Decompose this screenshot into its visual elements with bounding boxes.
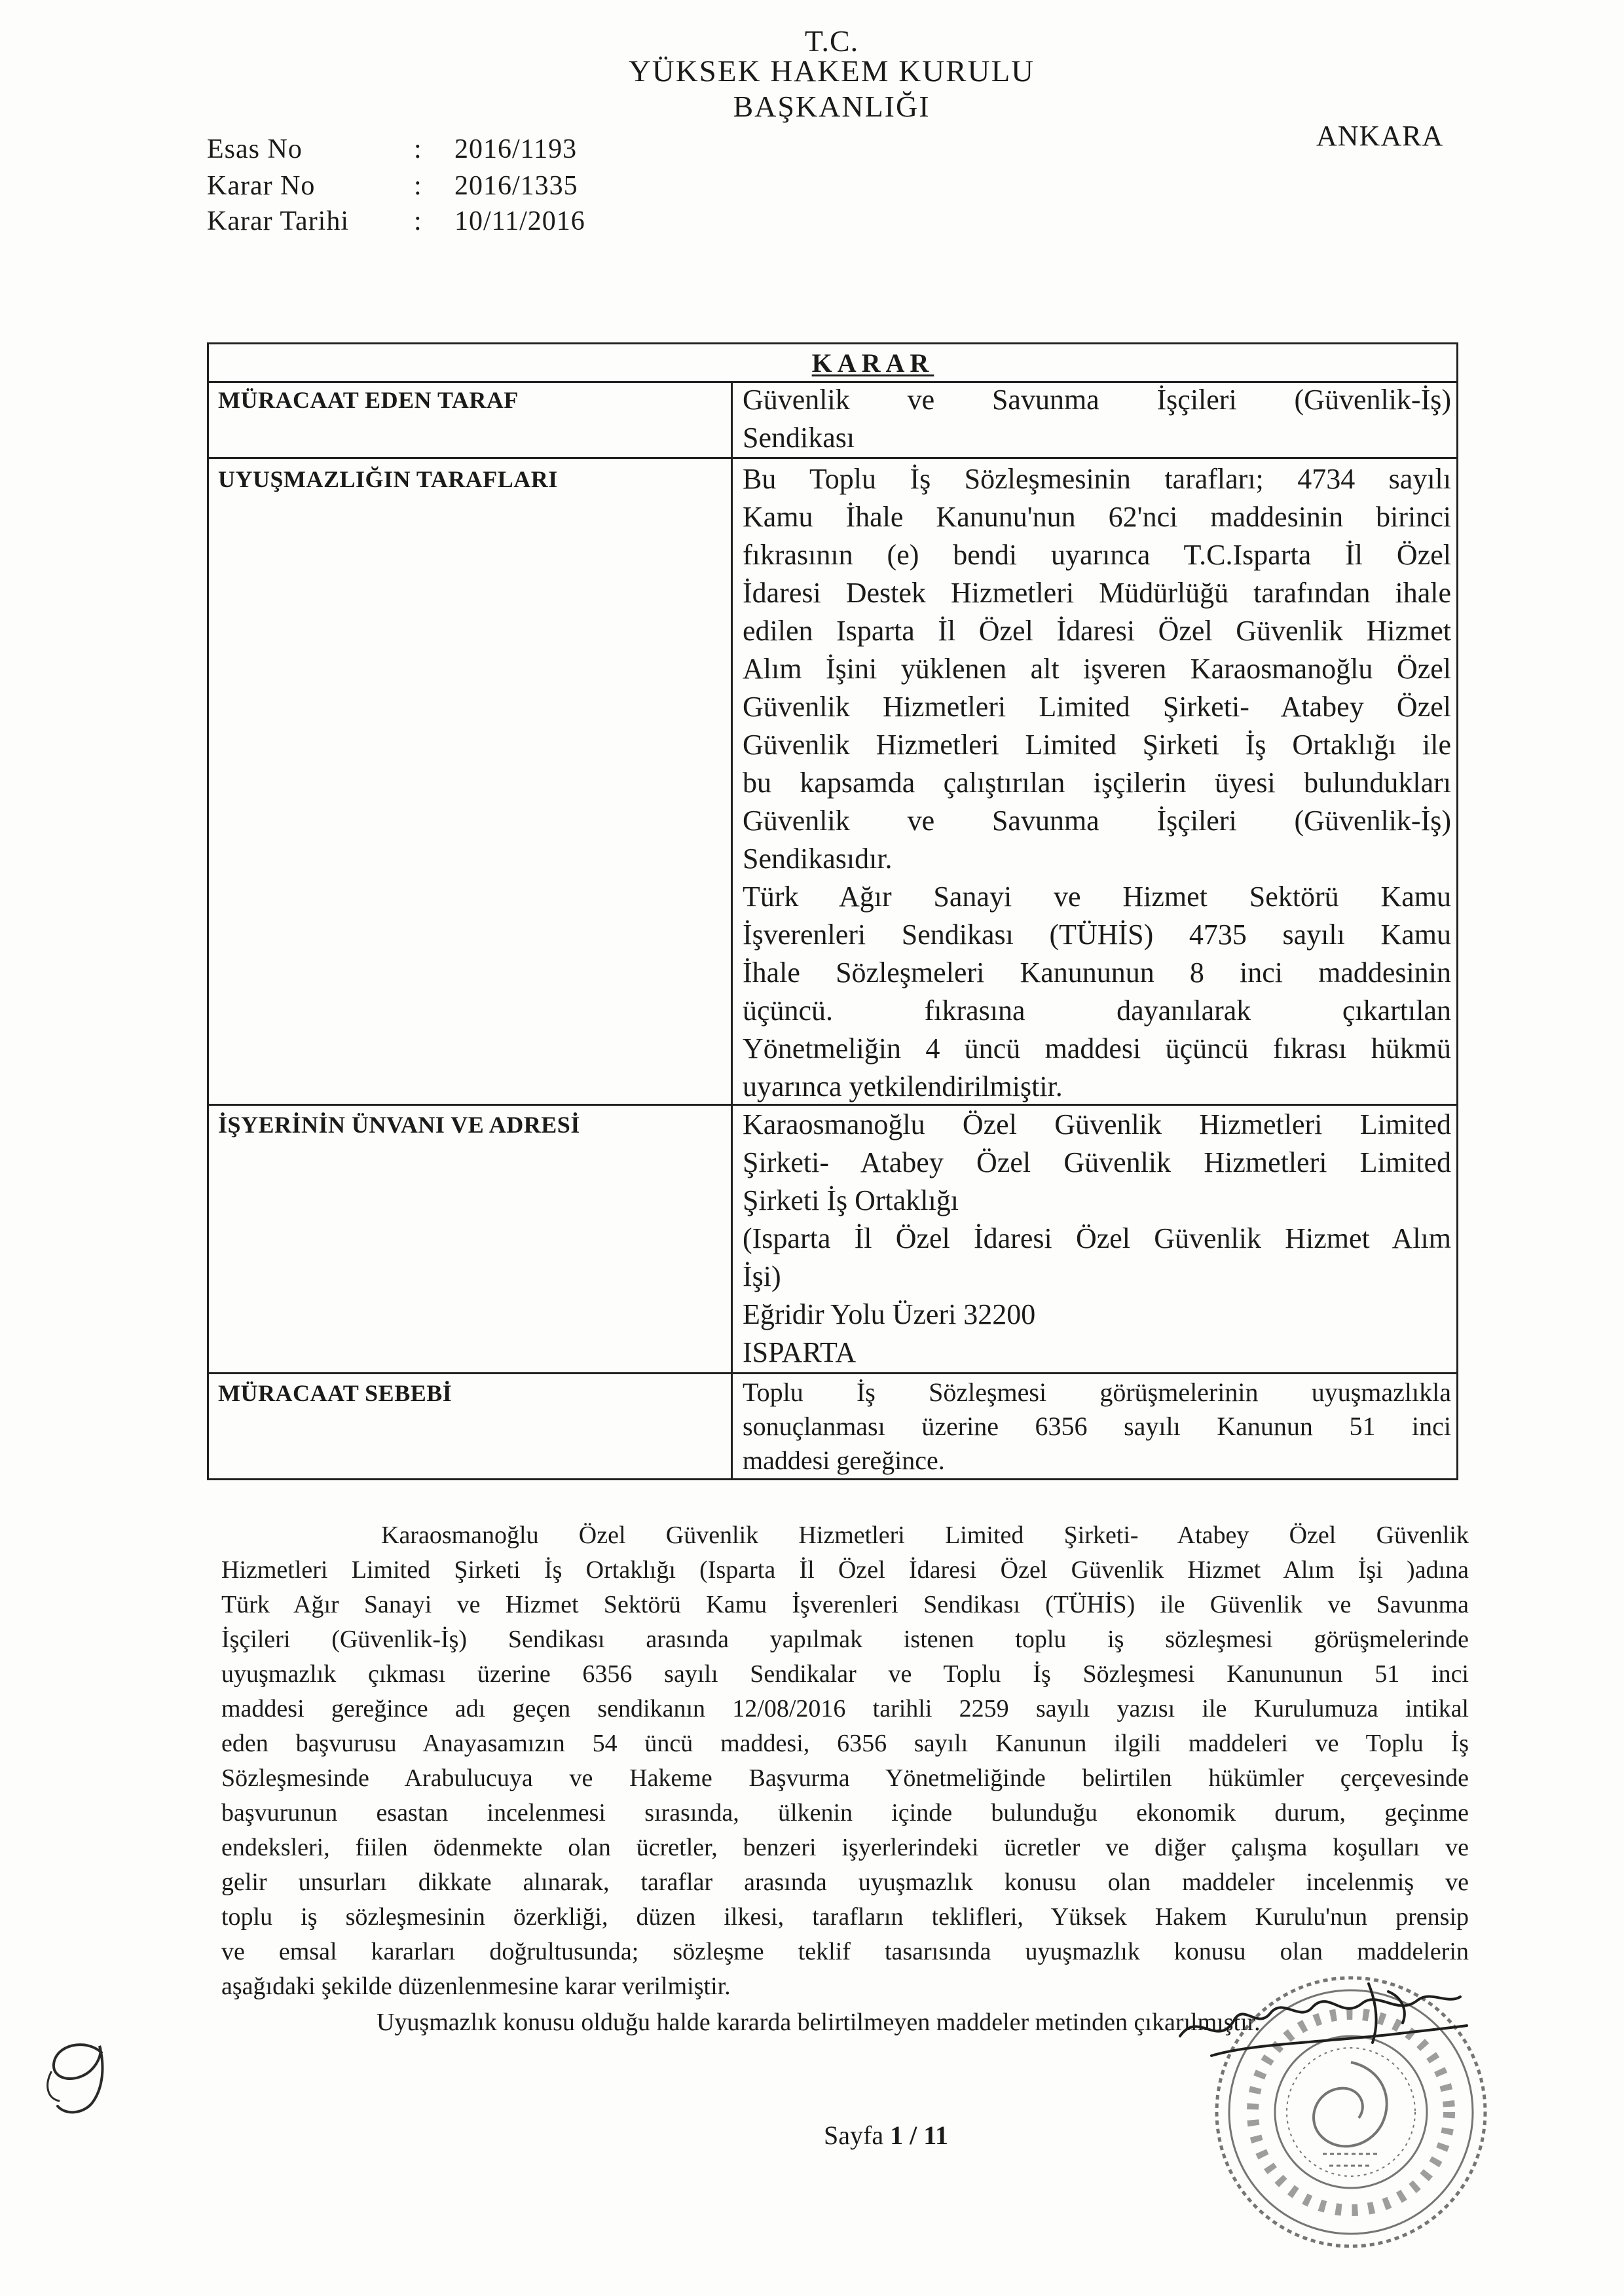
meta-label: Karar No xyxy=(207,171,316,201)
handwritten-mark xyxy=(39,2033,138,2124)
paragraph-line: Karaosmanoğlu Özel Güvenlik Hizmetleri Limited Şirketi- Atabey Özel Güvenlik xyxy=(381,1522,1469,1549)
text-line: Yönetmeliğin 4 üncü maddesi üçüncü fıkrası hükmü xyxy=(743,1032,1451,1065)
paragraph-line: toplu iş sözleşmesinin özerkliği, düzen ilkesi, tarafların teklifleri, Yüksek Hakem Kurulu'nun prensip xyxy=(221,1903,1469,1931)
text-line: Şirketi İş Ortaklığı xyxy=(743,1184,959,1216)
table-row-workplace xyxy=(209,1106,1456,1374)
row-label: MÜRACAAT SEBEBİ xyxy=(218,1380,452,1406)
row-content xyxy=(743,460,1451,1106)
meta-value: 10/11/2016 xyxy=(454,206,585,236)
paragraph-line: İşçileri (Güvenlik-İş) Sendikası arasında yapılmak istenen toplu iş sözleşmesi görüşmelerinde xyxy=(221,1626,1469,1653)
text-line: Şirketi- Atabey Özel Güvenlik Hizmetleri Limited xyxy=(743,1146,1451,1178)
text-line: Toplu İş Sözleşmesi görüşmelerinin uyuşmazlıkla xyxy=(743,1377,1451,1407)
text-line: İşverenleri Sendikası (TÜHİS) 4735 sayılı Kamu xyxy=(743,919,1451,951)
text-line: Bu Toplu İş Sözleşmesinin tarafları; 4734 sayılı xyxy=(743,463,1451,495)
table-title: KARAR xyxy=(811,348,934,378)
decision-table xyxy=(207,342,1458,1480)
paragraph-line: ve emsal kararları doğrultusunda; sözleşme teklif tasarısında uyuşmazlık konusu olan maddelerin xyxy=(221,1938,1469,1965)
paragraph-line: Sözleşmesinde Arabulucuya ve Hakeme Başvurma Yönetmeliğinde belirtilen hükümler çerçevesinde xyxy=(221,1764,1469,1792)
table-row-applicant xyxy=(209,381,1456,459)
table-row-parties xyxy=(209,459,1456,1106)
city-label: ANKARA xyxy=(1316,120,1444,152)
text-line: Sendikasıdır. xyxy=(743,843,893,875)
paragraph-line: aşağıdaki şekilde düzenlenmesine karar verilmiştir. xyxy=(221,1973,731,2000)
meta-separator: : xyxy=(414,171,422,201)
paragraph-line: maddesi gereğince adı geçen sendikanın 12/08/2016 tarihli 2259 sayılı yazısı ile Kurulumuza intikal xyxy=(221,1695,1469,1722)
row-content xyxy=(743,1106,1451,1372)
text-line: fıkrasının (e) bendi uyarınca T.C.Isparta İl Özel xyxy=(743,539,1451,571)
page-number xyxy=(755,2118,1017,2153)
text-line: Güvenlik Hizmetleri Limited Şirketi İş Ortaklığı ile xyxy=(743,729,1451,761)
text-line: Güvenlik ve Savunma İşçileri (Güvenlik-İş) xyxy=(743,805,1451,837)
paragraph-line: Hizmetleri Limited Şirketi İş Ortaklığı (Isparta İl Özel İdaresi Özel Güvenlik Hizmet Alım İşi )adına xyxy=(221,1556,1469,1584)
meta-label: Esas No xyxy=(207,134,303,164)
text-line: edilen Isparta İl Özel İdaresi Özel Güvenlik Hizmet xyxy=(743,615,1451,647)
paragraph-line: eden başvurusu Anayasamızın 54 üncü maddesi, 6356 sayılı Kanunun ilgili maddeleri ve Toplu İş xyxy=(221,1730,1469,1757)
text-line: maddesi gereğince. xyxy=(743,1446,945,1475)
decision-paragraph xyxy=(221,1518,1469,2004)
row-content xyxy=(743,381,1451,457)
meta-separator: : xyxy=(414,134,422,164)
row-content xyxy=(743,1376,1451,1478)
meta-value: 2016/1193 xyxy=(454,134,578,164)
paragraph-line: uyuşmazlık çıkması üzerine 6356 sayılı Sendikalar ve Toplu İş Sözleşmesi Kanununun 51 inci xyxy=(221,1660,1469,1688)
text-line: Türk Ağır Sanayi ve Hizmet Sektörü Kamu xyxy=(743,881,1451,913)
text-line: Güvenlik Hizmetleri Limited Şirketi- Atabey Özel xyxy=(743,691,1451,723)
meta-value: 2016/1335 xyxy=(454,171,578,201)
institution-subtitle: BAŞKANLIĞI xyxy=(733,90,931,123)
paragraph-line: Türk Ağır Sanayi ve Hizmet Sektörü Kamu İşverenleri Sendikası (TÜHİS) ile Güvenlik ve Savunma xyxy=(221,1591,1469,1618)
text-line: uyarınca yetkilendirilmiştir. xyxy=(743,1070,1063,1102)
text-line: Sendikası xyxy=(743,422,855,454)
text-line: İhale Sözleşmeleri Kanununun 8 inci maddesinin xyxy=(743,957,1451,989)
paragraph-line: gelir unsurları dikkate alınarak, taraflar arasında uyuşmazlık konusu olan maddeler incelenmiş ve xyxy=(221,1868,1469,1896)
text-line: bu kapsamda çalıştırılan işçilerin üyesi bulundukları xyxy=(743,767,1451,799)
page-count: 1 / 11 xyxy=(890,2121,948,2150)
text-line: üçüncü. fıkrasına dayanılarak çıkartılan xyxy=(743,994,1451,1027)
text-line: ISPARTA xyxy=(743,1336,857,1368)
official-seal xyxy=(1172,1958,1519,2272)
institution-title: YÜKSEK HAKEM KURULU xyxy=(628,54,1035,88)
paragraph-line: endeksleri, fiilen ödenmekte olan ücretler, benzeri işyerlerindeki ücretler ve diğer çalışma koşulları ve xyxy=(221,1834,1469,1861)
meta-label: Karar Tarihi xyxy=(207,206,350,236)
row-label: UYUŞMAZLIĞIN TARAFLARI xyxy=(218,466,558,492)
text-line: Alım İşini yüklenen alt işveren Karaosmanoğlu Özel xyxy=(743,653,1451,685)
text-line: Güvenlik ve Savunma İşçileri (Güvenlik-İş) xyxy=(743,384,1451,416)
table-title-row xyxy=(209,344,1456,383)
row-label: İŞYERİNİN ÜNVANI VE ADRESİ xyxy=(218,1112,580,1138)
closing-sentence: Uyuşmazlık konusu olduğu halde kararda belirtilmeyen maddeler metinden çıkarılmıştır. xyxy=(377,2009,1261,2036)
meta-separator: : xyxy=(414,206,422,236)
text-line: sonuçlanması üzerine 6356 sayılı Kanunun 51 inci xyxy=(743,1412,1451,1441)
text-line: Eğridir Yolu Üzeri 32200 xyxy=(743,1298,1036,1330)
paragraph-line: başvurunun esastan incelenmesi sırasında, ülkenin içinde bulunduğu ekonomik durum, geçinme xyxy=(221,1799,1469,1827)
header-tc: T.C. xyxy=(804,24,859,58)
page-prefix: Sayfa xyxy=(824,2121,884,2150)
text-line: İşi) xyxy=(743,1260,781,1292)
table-row-reason xyxy=(209,1374,1456,1478)
text-line: (Isparta İl Özel İdaresi Özel Güvenlik Hizmet Alım xyxy=(743,1222,1451,1254)
text-line: Karaosmanoğlu Özel Güvenlik Hizmetleri Limited xyxy=(743,1108,1451,1140)
text-line: Kamu İhale Kanunu'nun 62'nci maddesinin birinci xyxy=(743,501,1451,533)
row-label: MÜRACAAT EDEN TARAF xyxy=(218,387,519,413)
text-line: İdaresi Destek Hizmetleri Müdürlüğü tarafından ihale xyxy=(743,577,1451,609)
